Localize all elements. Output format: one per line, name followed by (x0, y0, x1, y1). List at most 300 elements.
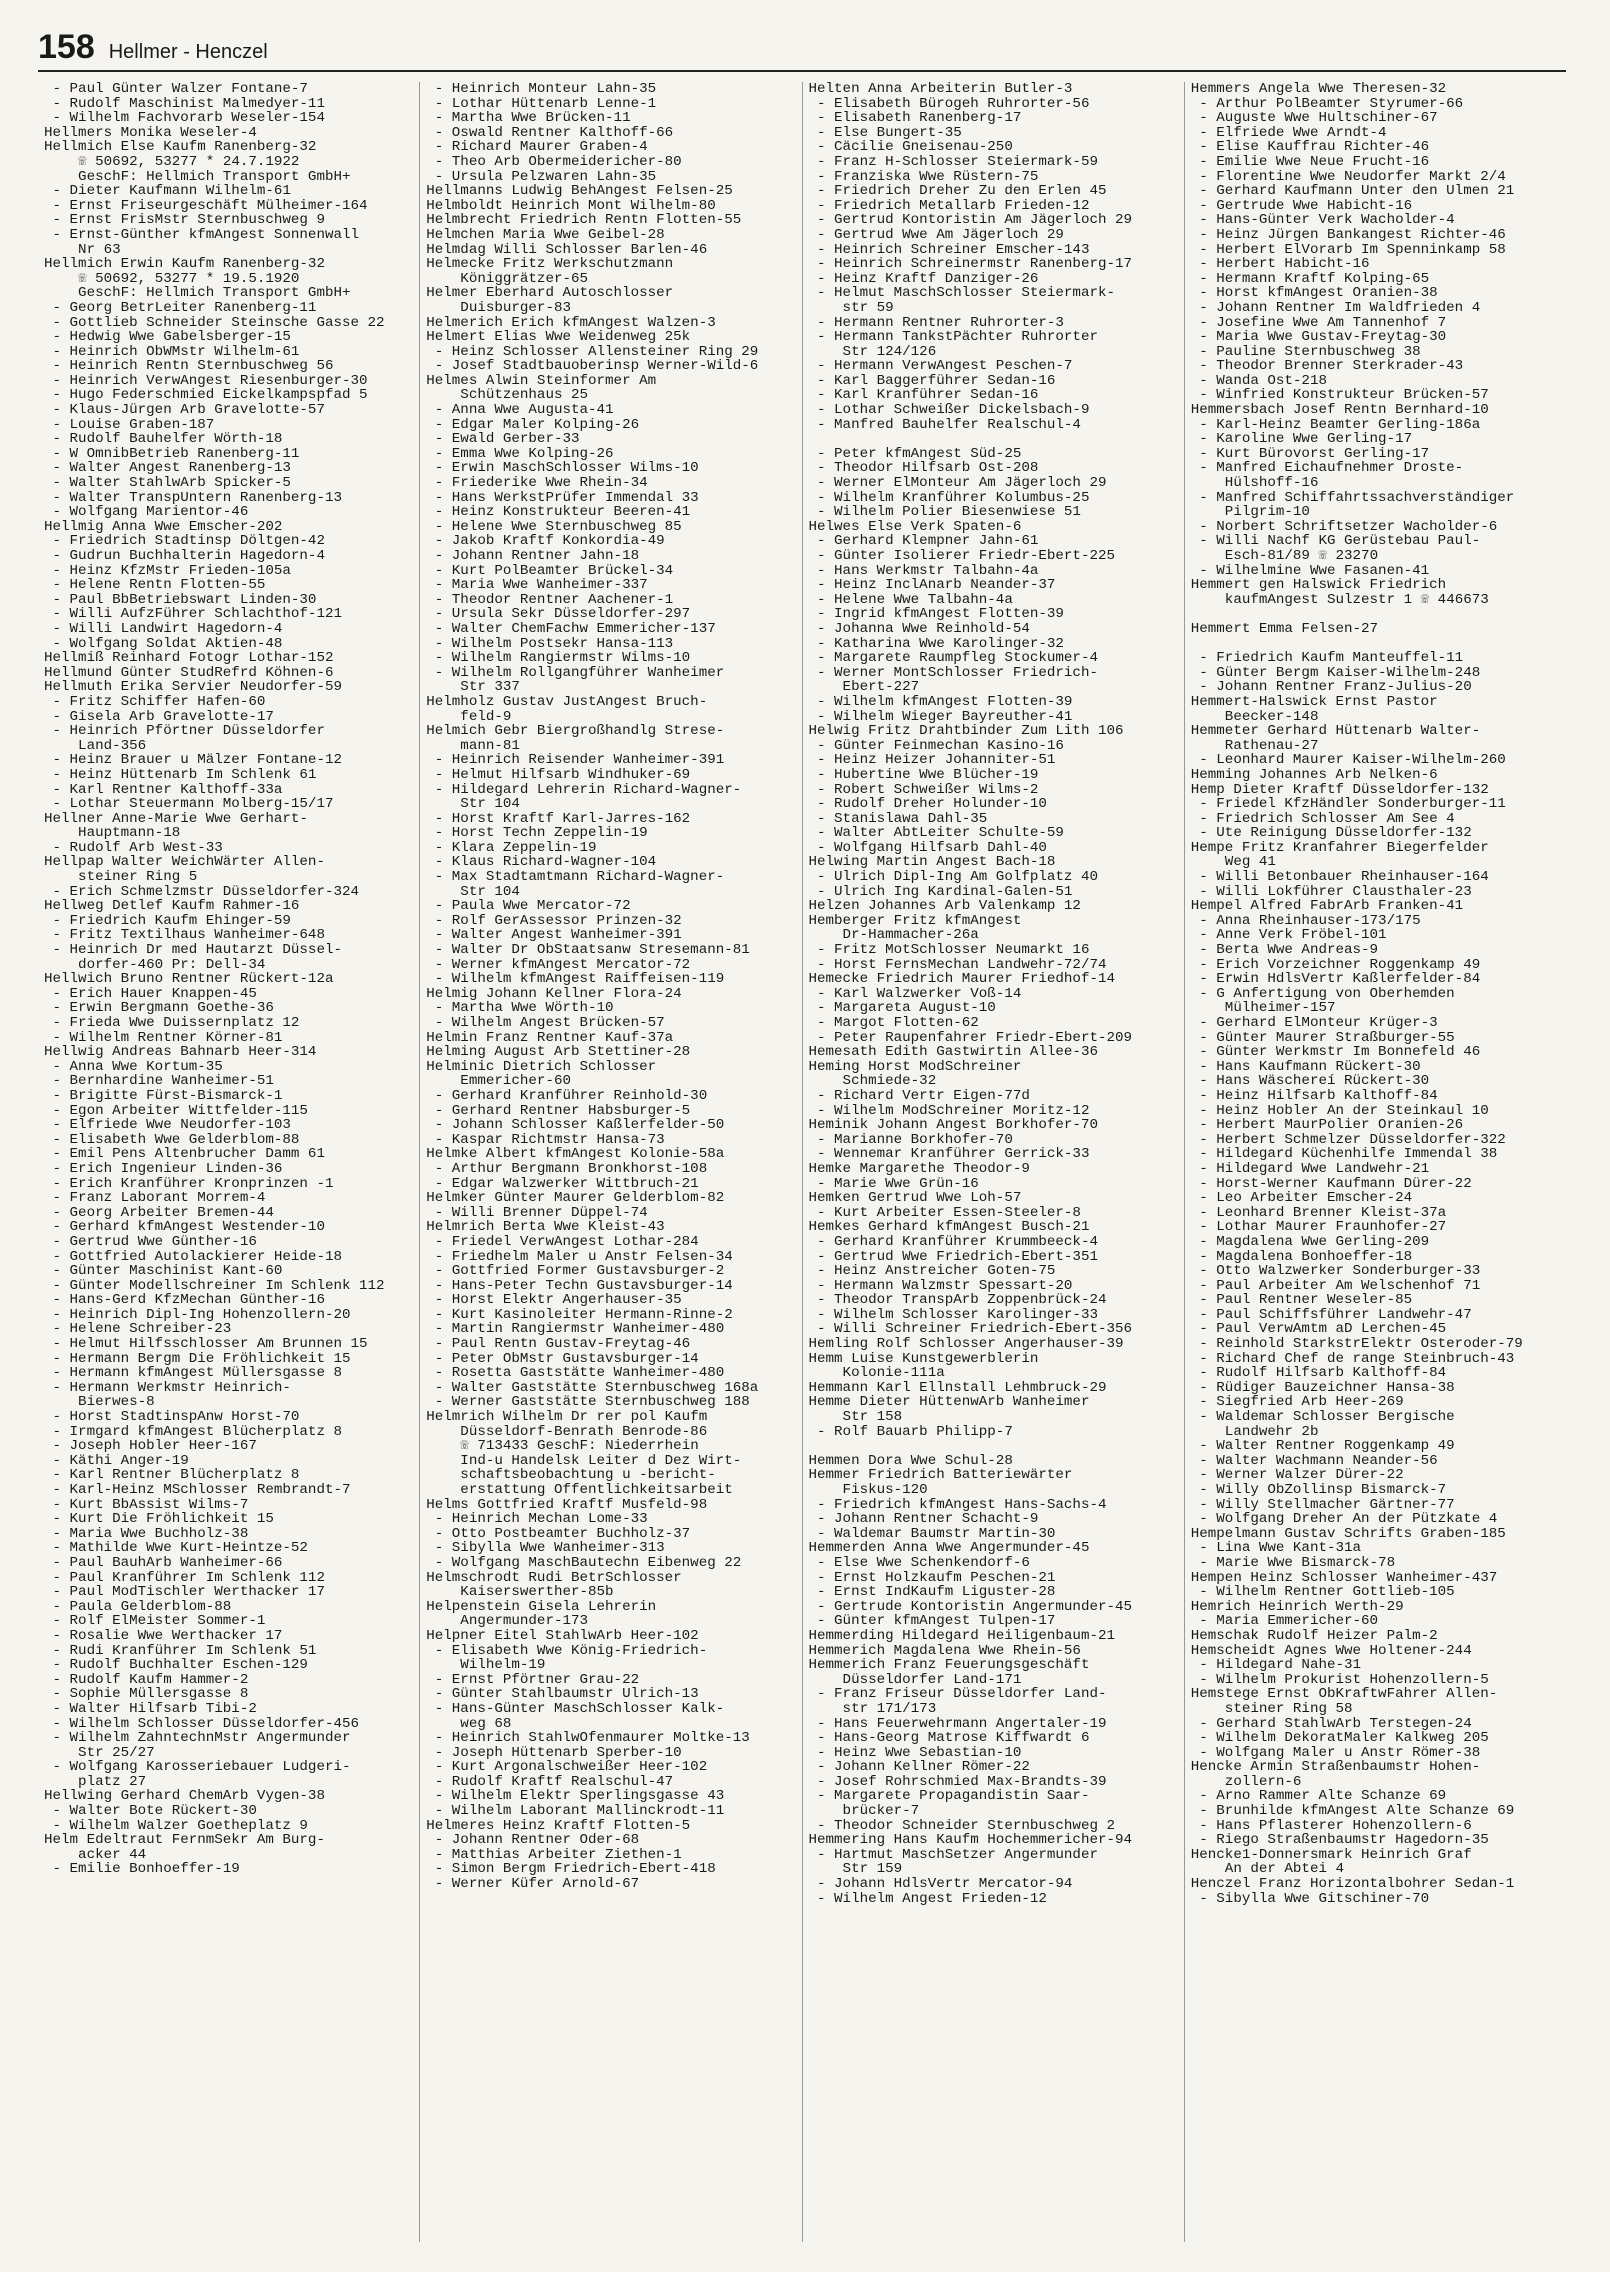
directory-entry-line: Hemme Dieter HüttenwArb Wanheimer (808, 1395, 1090, 1411)
directory-entry-line: - Paula Wwe Mercator-72 (426, 899, 631, 914)
directory-entry-line: Hemmering Hans Kaufm Hochemmericher-94 (808, 1833, 1133, 1848)
column-3 (802, 82, 1184, 2242)
directory-entry-line: - Günter Feinmechan Kasino-16 (808, 738, 1064, 754)
directory-entry-line: - Martha Wwe Brücken-11 (426, 111, 631, 126)
directory-entry-line: - Friedel VerwAngest Lothar-284 (426, 1234, 699, 1250)
directory-entry-line: - Margareta August-10 (808, 1001, 996, 1016)
directory-entry-line: Helpner Eitel StahlwArb Heer-102 (426, 1628, 699, 1644)
directory-entry-line: Str 159 (808, 1862, 903, 1878)
directory-entry-line: - Hildegard Küchenhilfe Immendal 38 (1190, 1147, 1498, 1162)
directory-entry-line: - Wolfgang Karosseriebauer Ludgeri- (44, 1760, 351, 1775)
directory-entry-line: - Wilhelm Rollgangführer Wanheimer (426, 665, 725, 681)
directory-entry-line: Esch-81/89 ☏ 23270 (1190, 549, 1379, 564)
directory-entry-line: - Heinz KfzMstr Frieden-105a (44, 563, 291, 579)
directory-entry-line: Str 337 (426, 680, 520, 695)
directory-entry-line: - Reinhold StarkstrElektr Osteroder-79 (1190, 1337, 1523, 1352)
directory-entry-line: - Walter AbtLeiter Schulte-59 (808, 826, 1064, 841)
directory-entry-line: Hemke Margarethe Theodor-9 (808, 1161, 1030, 1177)
directory-entry-line: - Marie Wwe Bismarck-78 (1190, 1555, 1396, 1571)
directory-entry-line: Helmich Gebr Biergroßhandlg Strese- (426, 724, 725, 739)
directory-entry-line: - Waldemar Baumstr Martin-30 (808, 1526, 1056, 1542)
directory-entry-line: - Paul Arbeiter Am Welschenhof 71 (1190, 1278, 1481, 1294)
directory-entry-line: - Hartmut MaschSetzer Angermunder (808, 1847, 1098, 1863)
directory-entry-line: - Cäcilie Gneisenau-250 (808, 140, 1013, 155)
directory-entry-line: Helmrich Berta Wwe Kleist-43 (426, 1220, 665, 1235)
directory-entry-line: Hellmig Anna Wwe Emscher-202 (44, 519, 283, 535)
directory-entry-line: - Willy Stellmacher Gärtner-77 (1190, 1497, 1455, 1513)
directory-entry-line: - Florentine Wwe Neudorfer Markt 2/4 (1190, 169, 1506, 185)
directory-entry-line: - Hermann Werkmstr Heinrich- (44, 1380, 291, 1396)
directory-entry-line: GeschF: Hellmich Transport GmbH+ (44, 286, 351, 301)
page-number: 158 (38, 28, 95, 66)
directory-entry-line: - Wilhelm Wieger Bayreuther-41 (808, 709, 1073, 725)
directory-entry-line: - Auguste Wwe Hultschiner-67 (1190, 111, 1438, 126)
directory-entry-line: - Heinrich Dipl-Ing Hohenzollern-20 (44, 1307, 351, 1323)
directory-entry-line: Helmert Elias Wwe Weidenweg 25k (426, 330, 691, 345)
directory-entry-line: - Gertrude Wwe Habicht-16 (1190, 198, 1413, 214)
directory-entry-line: - Heinrich Schreiner Emscher-143 (808, 242, 1090, 258)
directory-entry-line: - Bernhardine Wanheimer-51 (44, 1074, 274, 1089)
directory-entry-line: platz 27 (44, 1774, 147, 1790)
directory-entry-line: - Friedrich kfmAngest Hans-Sachs-4 (808, 1497, 1107, 1513)
directory-entry-line: - Waldemar Schlosser Bergische (1190, 1410, 1455, 1425)
directory-entry-line: - Heinz Hilfsarb Kalthoff-84 (1190, 1088, 1438, 1104)
directory-entry-line: - Egon Arbeiter Wittfelder-115 (44, 1103, 308, 1119)
directory-entry-line: - Hermann Bergm Die Fröhlichkeit 15 (44, 1351, 351, 1367)
directory-entry-line: - Werner ElMonteur Am Jägerloch 29 (808, 476, 1107, 491)
directory-entry-line: - Anna Wwe Kortum-35 (44, 1059, 223, 1075)
directory-entry-line: - Ernst Friseurgeschäft Mülheimer-164 (44, 198, 368, 214)
directory-entry-line: - Günter kfmAngest Tulpen-17 (808, 1614, 1056, 1629)
directory-entry-line: Hellweg Detlef Kaufm Rahmer-16 (44, 899, 300, 914)
directory-entry-line: brücker-7 (808, 1804, 920, 1819)
directory-entry-line: - Kaspar Richtmstr Hansa-73 (426, 1132, 665, 1148)
directory-entry-line: str 59 (808, 300, 894, 316)
directory-entry-line: - Marie Wwe Grün-16 (808, 1176, 979, 1192)
directory-entry-line: - Karl Baggerführer Sedan-16 (808, 373, 1056, 389)
directory-entry-line: - Ulrich Ing Kardinal-Galen-51 (808, 884, 1073, 900)
directory-entry-line: Helmeres Heinz Kraftf Flotten-5 (426, 1818, 691, 1834)
directory-entry-line: - Arthur Bergmann Bronkhorst-108 (426, 1161, 708, 1177)
directory-entry-line: Helmdag Willi Schlosser Barlen-46 (426, 242, 708, 258)
directory-entry-line: - Gottfried Former Gustavsburger-2 (426, 1264, 725, 1279)
directory-entry-line: - Franziska Wwe Rüstern-75 (808, 169, 1039, 185)
directory-entry-line: - Klaus Richard-Wagner-104 (426, 855, 657, 871)
directory-entry-line: - Günter Stahlbaumstr Ulrich-13 (426, 1687, 699, 1702)
directory-entry-line: - Manfred Eichaufnehmer Droste- (1190, 461, 1464, 477)
directory-entry-line: - Kurt Argonalschweißer Heer-102 (426, 1760, 708, 1775)
directory-entry-line: - Heinrich Dr med Hautarzt Düssel- (44, 943, 342, 958)
directory-entry-line: - Margot Flotten-62 (808, 1016, 979, 1031)
directory-entry-line: - Ernst Pförtner Grau-22 (426, 1672, 640, 1688)
directory-entry-line: - Wennemar Kranführer Gerrick-33 (808, 1147, 1090, 1162)
directory-entry-line: - Oswald Rentner Kalthoff-66 (426, 125, 674, 141)
directory-entry-line: - Magdalena Bonhoeffer-18 (1190, 1249, 1413, 1265)
directory-entry-line: - Hans-Georg Matrose Kiffwardt 6 (808, 1731, 1090, 1746)
directory-entry-line: - Wilhelm Angest Frieden-12 (808, 1891, 1047, 1907)
directory-entry-line: - Heinrich VerwAngest Riesenburger-30 (44, 373, 368, 389)
directory-entry-line: Helmes Alwin Steinformer Am (426, 373, 657, 389)
directory-entry-line: - Marianne Borkhofer-70 (808, 1132, 1013, 1148)
directory-entry-line: - Kurt Arbeiter Essen-Steeler-8 (808, 1205, 1081, 1221)
directory-entry-line (1191, 637, 1560, 652)
directory-entry-line: - Hermann TankstPächter Ruhrorter (808, 330, 1098, 345)
directory-entry-line: - Wilhelm Schlosser Karolinger-33 (808, 1307, 1098, 1323)
directory-entry-line: Hauptmann-18 (44, 826, 181, 841)
directory-entry-line: - Maria Emmericher-60 (1190, 1614, 1379, 1629)
directory-entry-line: Hemmen Dora Wwe Schul-28 (808, 1453, 1013, 1469)
directory-entry-line: mann-81 (426, 738, 520, 754)
directory-entry-line: - Paul Rentn Gustav-Freytag-46 (426, 1337, 691, 1352)
directory-entry-line: Nr 63 (44, 242, 121, 258)
directory-entry-line: ☏ 50692, 53277 * 24.7.1922 (44, 154, 300, 170)
directory-entry-line: Fiskus-120 (808, 1483, 928, 1498)
directory-entry-line: - Karl Rentner Blücherplatz 8 (44, 1468, 300, 1483)
directory-entry-line: - Peter Raupenfahrer Friedr-Ebert-209 (808, 1030, 1133, 1046)
directory-entry-line: dorfer-460 Pr: Dell-34 (44, 957, 266, 973)
directory-entry-line: - Willi Brenner Düppel-74 (426, 1205, 648, 1221)
directory-entry-line: - Helene Wwe Sternbuschweg 85 (426, 519, 682, 535)
directory-entry-line: steiner Ring 5 (44, 870, 198, 885)
directory-entry-line: - Leonhard Maurer Kaiser-Wilhelm-260 (1190, 753, 1506, 768)
directory-entry-line: - Ernst Holzkaufm Peschen-21 (808, 1570, 1056, 1586)
directory-entry-line: - Walter Angest Wanheimer-391 (426, 928, 682, 944)
directory-entry-line: - Louise Graben-187 (44, 417, 215, 433)
directory-entry-line: - Sophie Müllersgasse 8 (44, 1687, 249, 1702)
directory-entry-line: - Helmut Hilfsschlosser Am Brunnen 15 (44, 1337, 368, 1352)
directory-entry-line: - Heinz InclAnarb Neander-37 (808, 578, 1056, 593)
directory-entry-line: - Wolfgang Hilfsarb Dahl-40 (808, 840, 1047, 856)
directory-entry-line: - Hildegard Nahe-31 (1190, 1658, 1362, 1673)
directory-entry-line: Helwing Martin Angest Bach-18 (808, 855, 1056, 871)
directory-entry-line: - Ingrid kfmAngest Flotten-39 (808, 607, 1064, 622)
directory-entry-line: Helmerich Erich kfmAngest Walzen-3 (426, 315, 716, 331)
directory-entry-line: Mülheimer-157 (1190, 1001, 1336, 1016)
directory-entry-line: Schützenhaus 25 (426, 388, 589, 404)
directory-entry-line: Ebert-227 (808, 680, 920, 695)
directory-entry-line: - Hans WerkstPrüfer Immendal 33 (426, 490, 699, 506)
directory-entry-line: - Wilhelm Laborant Mallinckrodt-11 (426, 1804, 725, 1819)
directory-entry-line: - Johann Rentner Oder-68 (426, 1833, 640, 1848)
directory-entry-line: - Ernst IndKaufm Liguster-28 (808, 1585, 1056, 1600)
directory-entry-line: schaftsbeobachtung u -bericht- (426, 1468, 716, 1483)
directory-entry-line: Hellpap Walter WeichWärter Allen- (44, 855, 325, 871)
directory-entry-line: - Heinrich Mechan Lome-33 (426, 1512, 648, 1527)
directory-entry-line: - Johann Schlosser Kaßlerfelder-50 (426, 1118, 725, 1133)
directory-entry-line: - Else Bungert-35 (808, 125, 962, 141)
directory-entry-line: Land-356 (44, 738, 147, 754)
directory-entry-line: - Gertrud Wwe Günther-16 (44, 1234, 257, 1250)
directory-entry-line: Königgrätzer-65 (426, 271, 589, 287)
directory-entry-line: - Erich Hauer Knappen-45 (44, 986, 257, 1002)
directory-entry-line: - Anne Verk Fröbel-101 (1190, 928, 1387, 944)
directory-entry-line: Helpenstein Gisela Lehrerin (426, 1599, 657, 1615)
directory-entry-line: Landwehr 2b (1190, 1424, 1319, 1440)
directory-entry-line: - Walter Rentner Roggenkamp 49 (1190, 1439, 1455, 1454)
directory-entry-line: - Hildegard Lehrerin Richard-Wagner- (426, 782, 742, 798)
directory-entry-line: str 171/173 (808, 1701, 937, 1717)
directory-entry-line: - Klaus-Jürgen Arb Gravelotte-57 (44, 403, 325, 418)
directory-entry-line: - Günter Werkmstr Im Bonnefeld 46 (1190, 1045, 1481, 1060)
directory-entry-line: Hellwich Bruno Rentner Rückert-12a (44, 972, 334, 987)
directory-entry-line: - Günter Bergm Kaiser-Wilhelm-248 (1190, 665, 1481, 681)
directory-entry-line: Helmbrecht Friedrich Rentn Flotten-55 (426, 213, 742, 228)
directory-entry-line: Helmig Johann Kellner Flora-24 (426, 986, 682, 1002)
directory-entry-line: - Günter Maschinist Kant-60 (44, 1264, 283, 1279)
directory-entry-line: - G Anfertigung von Oberhemden (1190, 986, 1455, 1002)
directory-entry-line: Düsseldorf-Benrath Benrode-86 (426, 1424, 708, 1440)
directory-entry-line: Dr-Hammacher-26a (808, 928, 979, 944)
directory-entry-line: - Wilhelm Polier Biesenwiese 51 (808, 505, 1081, 520)
directory-entry-line: Helmer Eberhard Autoschlosser (426, 286, 674, 301)
page-header (38, 28, 268, 67)
directory-entry-line: - Wilhelm Kranführer Kolumbus-25 (808, 490, 1090, 506)
directory-entry-line: - Helene Wwe Talbahn-4a (808, 592, 1013, 608)
directory-entry-line: Hempelmann Gustav Schrifts Graben-185 (1190, 1526, 1506, 1542)
directory-entry-line: Helzen Johannes Arb Valenkamp 12 (808, 899, 1081, 914)
directory-entry-line: - Lina Wwe Kant-31a (1190, 1541, 1362, 1556)
directory-entry-line (1191, 607, 1560, 622)
directory-entry-line: - Rolf GerAssessor Prinzen-32 (426, 913, 682, 929)
directory-entry-line: - Günter Modellschreiner Im Schlenk 112 (44, 1278, 385, 1294)
column-2 (419, 82, 801, 2242)
directory-entry-line: - Wilhelm Rangiermstr Wilms-10 (426, 651, 691, 666)
directory-entry-line: - Horst Kraftf Karl-Jarres-162 (426, 811, 691, 827)
directory-entry-line: - Paul Rentner Weseler-85 (1190, 1293, 1413, 1308)
directory-entry-line: Hempe Fritz Kranfahrer Biegerfelder (1190, 840, 1489, 856)
directory-entry-line: - Gerhard Kaufmann Unter den Ulmen 21 (1190, 184, 1515, 199)
directory-entry-line: Hemken Gertrud Wwe Loh-57 (808, 1191, 1022, 1206)
directory-entry-line: - Otto Postbeamter Buchholz-37 (426, 1526, 691, 1542)
directory-entry-line: - Wolfgang Dreher An der Pützkate 4 (1190, 1512, 1498, 1527)
directory-entry-line: - Heinrich Schreinermstr Ranenberg-17 (808, 257, 1133, 272)
directory-entry-line: - Ernst-Günther kfmAngest Sonnenwall (44, 227, 360, 243)
directory-entry-line: GeschF: Hellmich Transport GmbH+ (44, 169, 351, 185)
directory-entry-line: - Arno Rammer Alte Schanze 69 (1190, 1789, 1447, 1805)
directory-entry-line: - Wilhelm Schlosser Düsseldorfer-456 (44, 1716, 360, 1732)
directory-entry-line: Hemrich Heinrich Werth-29 (1190, 1599, 1404, 1615)
directory-entry-line: - Edgar Maler Kolping-26 (426, 417, 640, 433)
directory-entry-line: - Heinrich Monteur Lahn-35 (426, 82, 657, 97)
directory-entry-line: steiner Ring 58 (1190, 1701, 1353, 1717)
directory-entry-line: - Frieda Wwe Duissernplatz 12 (44, 1016, 300, 1031)
directory-entry-line: - Hans-Günter Verk Wacholder-4 (1190, 213, 1455, 228)
directory-entry-line: Hemmer Friedrich Batteriewärter (808, 1468, 1073, 1483)
directory-entry-line: Hemmerden Anna Wwe Angermunder-45 (808, 1541, 1090, 1556)
directory-entry-line: - Horst FernsMechan Landwehr-72/74 (808, 957, 1107, 973)
directory-entry-line: - Elisabeth Wwe König-Friedrich- (426, 1643, 708, 1659)
directory-entry-line: - Josefine Wwe Am Tannenhof 7 (1190, 315, 1447, 331)
directory-entry-line: - Johann Rentner Franz-Julius-20 (1190, 680, 1472, 695)
directory-entry-line: - Heinrich Reisender Wanheimer-391 (426, 753, 725, 768)
directory-entry-line: - Martin Rangiermstr Wanheimer-480 (426, 1322, 725, 1338)
directory-entry-line: - Wolfgang Maler u Anstr Römer-38 (1190, 1745, 1481, 1761)
directory-entry-line: Hemscheidt Agnes Wwe Holtener-244 (1190, 1643, 1472, 1659)
directory-entry-line: - Erich Kranführer Kronprinzen -1 (44, 1176, 334, 1192)
directory-entry-line: Helmker Günter Maurer Gelderblom-82 (426, 1191, 725, 1206)
directory-entry-line: - Stanislawa Dahl-35 (808, 811, 988, 827)
directory-entry-line: Hencke1-Donnersmark Heinrich Graf (1190, 1847, 1472, 1863)
directory-entry-line: - Paul BbBetriebswart Linden-30 (44, 592, 317, 608)
directory-entry-line: Helmin Franz Rentner Kauf-37a (426, 1030, 674, 1046)
directory-entry-line: Helmschrodt Rudi BetrSchlosser (426, 1570, 682, 1586)
directory-entry-line: Schmiede-32 (808, 1074, 937, 1089)
directory-entry-line: - W OmnibBetrieb Ranenberg-11 (44, 446, 300, 462)
directory-entry-line: - Kurt Bürovorst Gerling-17 (1190, 446, 1430, 462)
directory-entry-line: - Friedrich Kaufm Manteuffel-11 (1190, 651, 1464, 666)
directory-entry-line: - Hans Feuerwehrmann Angertaler-19 (808, 1716, 1107, 1732)
directory-entry-line: Hemmers Angela Wwe Theresen-32 (1190, 82, 1447, 97)
directory-entry-line: Hellwig Andreas Bahnarb Heer-314 (44, 1045, 317, 1060)
directory-entry-line: - Theo Arb Obermeidericher-80 (426, 154, 682, 170)
directory-entry-line: - Rosetta Gaststätte Wanheimer-480 (426, 1366, 725, 1381)
directory-entry-line: - Anna Wwe Augusta-41 (426, 403, 614, 418)
directory-entry-line: - Hermann kfmAngest Müllersgasse 8 (44, 1366, 342, 1381)
directory-entry-line: - Ursula Pelzwaren Lahn-35 (426, 169, 657, 185)
directory-entry-line: - Fritz Schiffer Hafen-60 (44, 694, 266, 710)
directory-entry-line: - Katharina Wwe Karolinger-32 (808, 636, 1064, 652)
directory-entry-line: - Irmgard kfmAngest Blücherplatz 8 (44, 1424, 342, 1440)
directory-entry-line: Hemmert gen Halswick Friedrich (1190, 578, 1447, 593)
directory-entry-line: - Hugo Federschmied Eickelkampspfad 5 (44, 388, 368, 404)
directory-entry-line: - Heinz Konstrukteur Beeren-41 (426, 505, 691, 520)
directory-entry-line: - Mathilde Wwe Kurt-Heintze-52 (44, 1541, 308, 1556)
directory-entry-line: Heminik Johann Angest Borkhofer-70 (808, 1118, 1098, 1133)
directory-entry-line: - Hans Wäschereí Rückert-30 (1190, 1074, 1430, 1089)
directory-entry-line: - Leo Arbeiter Emscher-24 (1190, 1191, 1413, 1206)
directory-entry-line: - Heinz Schlosser Allensteiner Ring 29 (426, 344, 759, 360)
directory-entry-line: kaufmAngest Sulzestr 1 ☏ 446673 (1190, 592, 1489, 608)
directory-entry-line: - Wilhelm Rentner Gottlieb-105 (1190, 1585, 1455, 1600)
directory-entry-line: - Theodor Schneider Sternbuschweg 2 (808, 1818, 1115, 1834)
directory-entry-line: - Wilhelm ZahntechnMstr Angermunder (44, 1731, 351, 1746)
directory-entry-line: - Walter Hilfsarb Tibi-2 (44, 1701, 257, 1717)
directory-entry-line: - Gertrude Kontoristin Angermunder-45 (808, 1599, 1133, 1615)
directory-entry-line: - Ute Reinigung Düsseldorfer-132 (1190, 826, 1472, 841)
directory-entry-line: - Karoline Wwe Gerling-17 (1190, 432, 1413, 447)
directory-entry-line: Str 25/27 (44, 1745, 155, 1761)
directory-entry-line: - Helmut Hilfsarb Windhuker-69 (426, 767, 691, 783)
directory-entry-line: Helten Anna Arbeiterin Butler-3 (808, 82, 1073, 97)
directory-entry-line: - Gudrun Buchhalterin Hagedorn-4 (44, 549, 325, 564)
directory-entry-line: feld-9 (426, 709, 512, 725)
directory-entry-line: Duisburger-83 (426, 300, 571, 316)
directory-entry-line: - Rudolf Maschinist Malmedyer-11 (44, 96, 325, 112)
directory-entry-line: - Paul Schiffsführer Landwehr-47 (1190, 1307, 1472, 1323)
directory-entry-line: - Willi Nachf KG Gerüstebau Paul- (1190, 534, 1481, 549)
directory-entry-line: Beecker-148 (1190, 709, 1319, 725)
directory-entry-line: - Paula Gelderblom-88 (44, 1599, 232, 1615)
directory-entry-line: Helmrich Wilhelm Dr rer pol Kaufm (426, 1410, 708, 1425)
directory-entry-line: - Hans Kaufmann Rückert-30 (1190, 1059, 1421, 1075)
directory-entry-line: An der Abtei 4 (1190, 1862, 1344, 1878)
directory-entry-line: - Heinz Kraftf Danziger-26 (808, 271, 1039, 287)
directory-entry-line: - Edgar Walzwerker Wittbruch-21 (426, 1176, 699, 1192)
directory-entry-line: - Johann Kellner Römer-22 (808, 1760, 1030, 1775)
directory-entry-line: - Hermann Kraftf Kolping-65 (1190, 271, 1430, 287)
directory-entry-line: Pilgrim-10 (1190, 505, 1310, 520)
directory-entry-line: - Richard Maurer Graben-4 (426, 140, 648, 155)
directory-entry-line: Helming August Arb Stettiner-28 (426, 1045, 691, 1060)
directory-entry-line: - Werner MontSchlosser Friedrich- (808, 665, 1098, 681)
directory-entry-line: - Joseph Hobler Heer-167 (44, 1439, 257, 1454)
directory-entry-line: Str 104 (426, 797, 520, 812)
directory-entry-line: - Wilhelm Elektr Sperlingsgasse 43 (426, 1789, 725, 1805)
directory-entry-line: - Friedel KfzHändler Sonderburger-11 (1190, 797, 1506, 812)
directory-entry-line: - Werner Küfer Arnold-67 (426, 1877, 640, 1892)
directory-entry-line: - Jakob Kraftf Konkordia-49 (426, 534, 665, 549)
directory-entry-line: - Theodor Hilfsarb Ost-208 (808, 461, 1039, 477)
directory-entry-line: - Rosalie Wwe Werthacker 17 (44, 1628, 283, 1644)
directory-entry-line: - Horst-Werner Kaufmann Dürer-22 (1190, 1176, 1472, 1192)
directory-entry-line: - Heinz Hüttenarb Im Schlenk 61 (44, 767, 317, 783)
directory-entry-line: - Karl-Heinz MSchlosser Rembrandt-7 (44, 1483, 351, 1498)
directory-entry-line: - Helmut MaschSchlosser Steiermark- (808, 286, 1115, 301)
directory-entry-line: - Walter TranspUntern Ranenberg-13 (44, 490, 342, 506)
directory-entry-line: - Brunhilde kfmAngest Alte Schanze 69 (1190, 1804, 1515, 1819)
directory-entry-line: - Josef Stadtbauoberinsp Werner-Wild-6 (426, 359, 759, 374)
directory-entry-line: - Willi Schreiner Friedrich-Ebert-356 (808, 1322, 1133, 1338)
directory-entry-line: - Friedrich Stadtinsp Döltgen-42 (44, 534, 325, 549)
directory-entry-line: Hellmich Else Kaufm Ranenberg-32 (44, 140, 317, 155)
directory-entry-line: - Margarete Raumpfleg Stockumer-4 (808, 651, 1098, 666)
directory-entry-line: - Josef Rohrschmied Max-Brandts-39 (808, 1774, 1107, 1790)
directory-entry-line: - Johann Rentner Schacht-9 (808, 1512, 1039, 1527)
directory-entry-line: Hemesath Edith Gastwirtin Allee-36 (808, 1045, 1098, 1060)
directory-entry-line: - Paul VerwAmtm aD Lerchen-45 (1190, 1322, 1447, 1338)
directory-entry-line: Helmecke Fritz Werkschutzmann (426, 257, 674, 272)
directory-entry-line: - Hans-Gerd KfzMechan Günther-16 (44, 1293, 325, 1308)
directory-entry-line: - Ernst FrisMstr Sternbuschweg 9 (44, 213, 325, 228)
directory-entry-line: - Karl Walzwerker Voß-14 (808, 986, 1022, 1002)
directory-entry-line: - Rudolf Buchhalter Eschen-129 (44, 1658, 308, 1673)
directory-entry-line: Str 124/126 (808, 344, 937, 360)
directory-entry-line: - Emilie Wwe Neue Frucht-16 (1190, 154, 1430, 170)
directory-entry-line: - Karl-Heinz Beamter Gerling-186a (1190, 417, 1481, 433)
directory-entry-line: - Emilie Bonhoeffer-19 (44, 1862, 240, 1878)
directory-entry-line: - Peter ObMstr Gustavsburger-14 (426, 1351, 699, 1367)
directory-entry-line: Hellmund Günter StudRefrd Köhnen-6 (44, 665, 334, 681)
directory-entry-line: - Peter kfmAngest Süd-25 (808, 446, 1022, 462)
directory-entry-line: - Heinrich StahlwOfenmaurer Moltke-13 (426, 1731, 750, 1746)
directory-entry-line: - Johann HdlsVertr Mercator-94 (808, 1877, 1073, 1892)
directory-entry-line: - Maria Wwe Gustav-Freytag-30 (1190, 330, 1447, 345)
directory-entry-line: Hellner Anne-Marie Wwe Gerhart- (44, 811, 308, 827)
directory-entry-line: - Anna Rheinhauser-173/175 (1190, 913, 1421, 929)
directory-entry-line: Kolonie-111a (808, 1366, 945, 1381)
directory-entry-line: Helmchen Maria Wwe Geibel-28 (426, 227, 665, 243)
directory-entry-line: - Willi Landwirt Hagedorn-4 (44, 621, 283, 637)
directory-entry-line: - Matthias Arbeiter Ziethen-1 (426, 1847, 682, 1863)
directory-entry-line: - Horst kfmAngest Oranien-38 (1190, 286, 1438, 301)
directory-entry-line: - Rudolf Dreher Holunder-10 (808, 797, 1047, 812)
directory-entry-line: Hemp Dieter Kraftf Düsseldorfer-132 (1190, 782, 1489, 798)
directory-entry-line: - Wilhelm DekoratMaler Kalkweg 205 (1190, 1731, 1489, 1746)
directory-entry-line: - Georg Arbeiter Bremen-44 (44, 1205, 274, 1221)
directory-entry-line: - Rudolf Kraftf Realschul-47 (426, 1774, 674, 1790)
directory-entry-line: Rathenau-27 (1190, 738, 1319, 754)
directory-entry-line: - Heinz Wwe Sebastian-10 (808, 1745, 1022, 1761)
directory-entry-line: - Friederike Wwe Rhein-34 (426, 476, 648, 491)
directory-entry-line: - Erich Schmelzmstr Düsseldorfer-324 (44, 884, 360, 900)
directory-entry-line: Hemming Johannes Arb Nelken-6 (1190, 767, 1438, 783)
directory-entry-line: - Wolfgang Marientor-46 (44, 505, 249, 520)
directory-entry-line: - Lothar Schweißer Dickelsbach-9 (808, 403, 1090, 418)
directory-entry-line: ☏ 713433 GeschF: Niederrhein (426, 1439, 699, 1454)
directory-entry-line: - Theodor TranspArb Zoppenbrück-24 (808, 1293, 1107, 1308)
directory-entry-line: - Werner kfmAngest Mercator-72 (426, 957, 691, 973)
directory-entry-line: - Siegfried Arb Heer-269 (1190, 1395, 1404, 1411)
